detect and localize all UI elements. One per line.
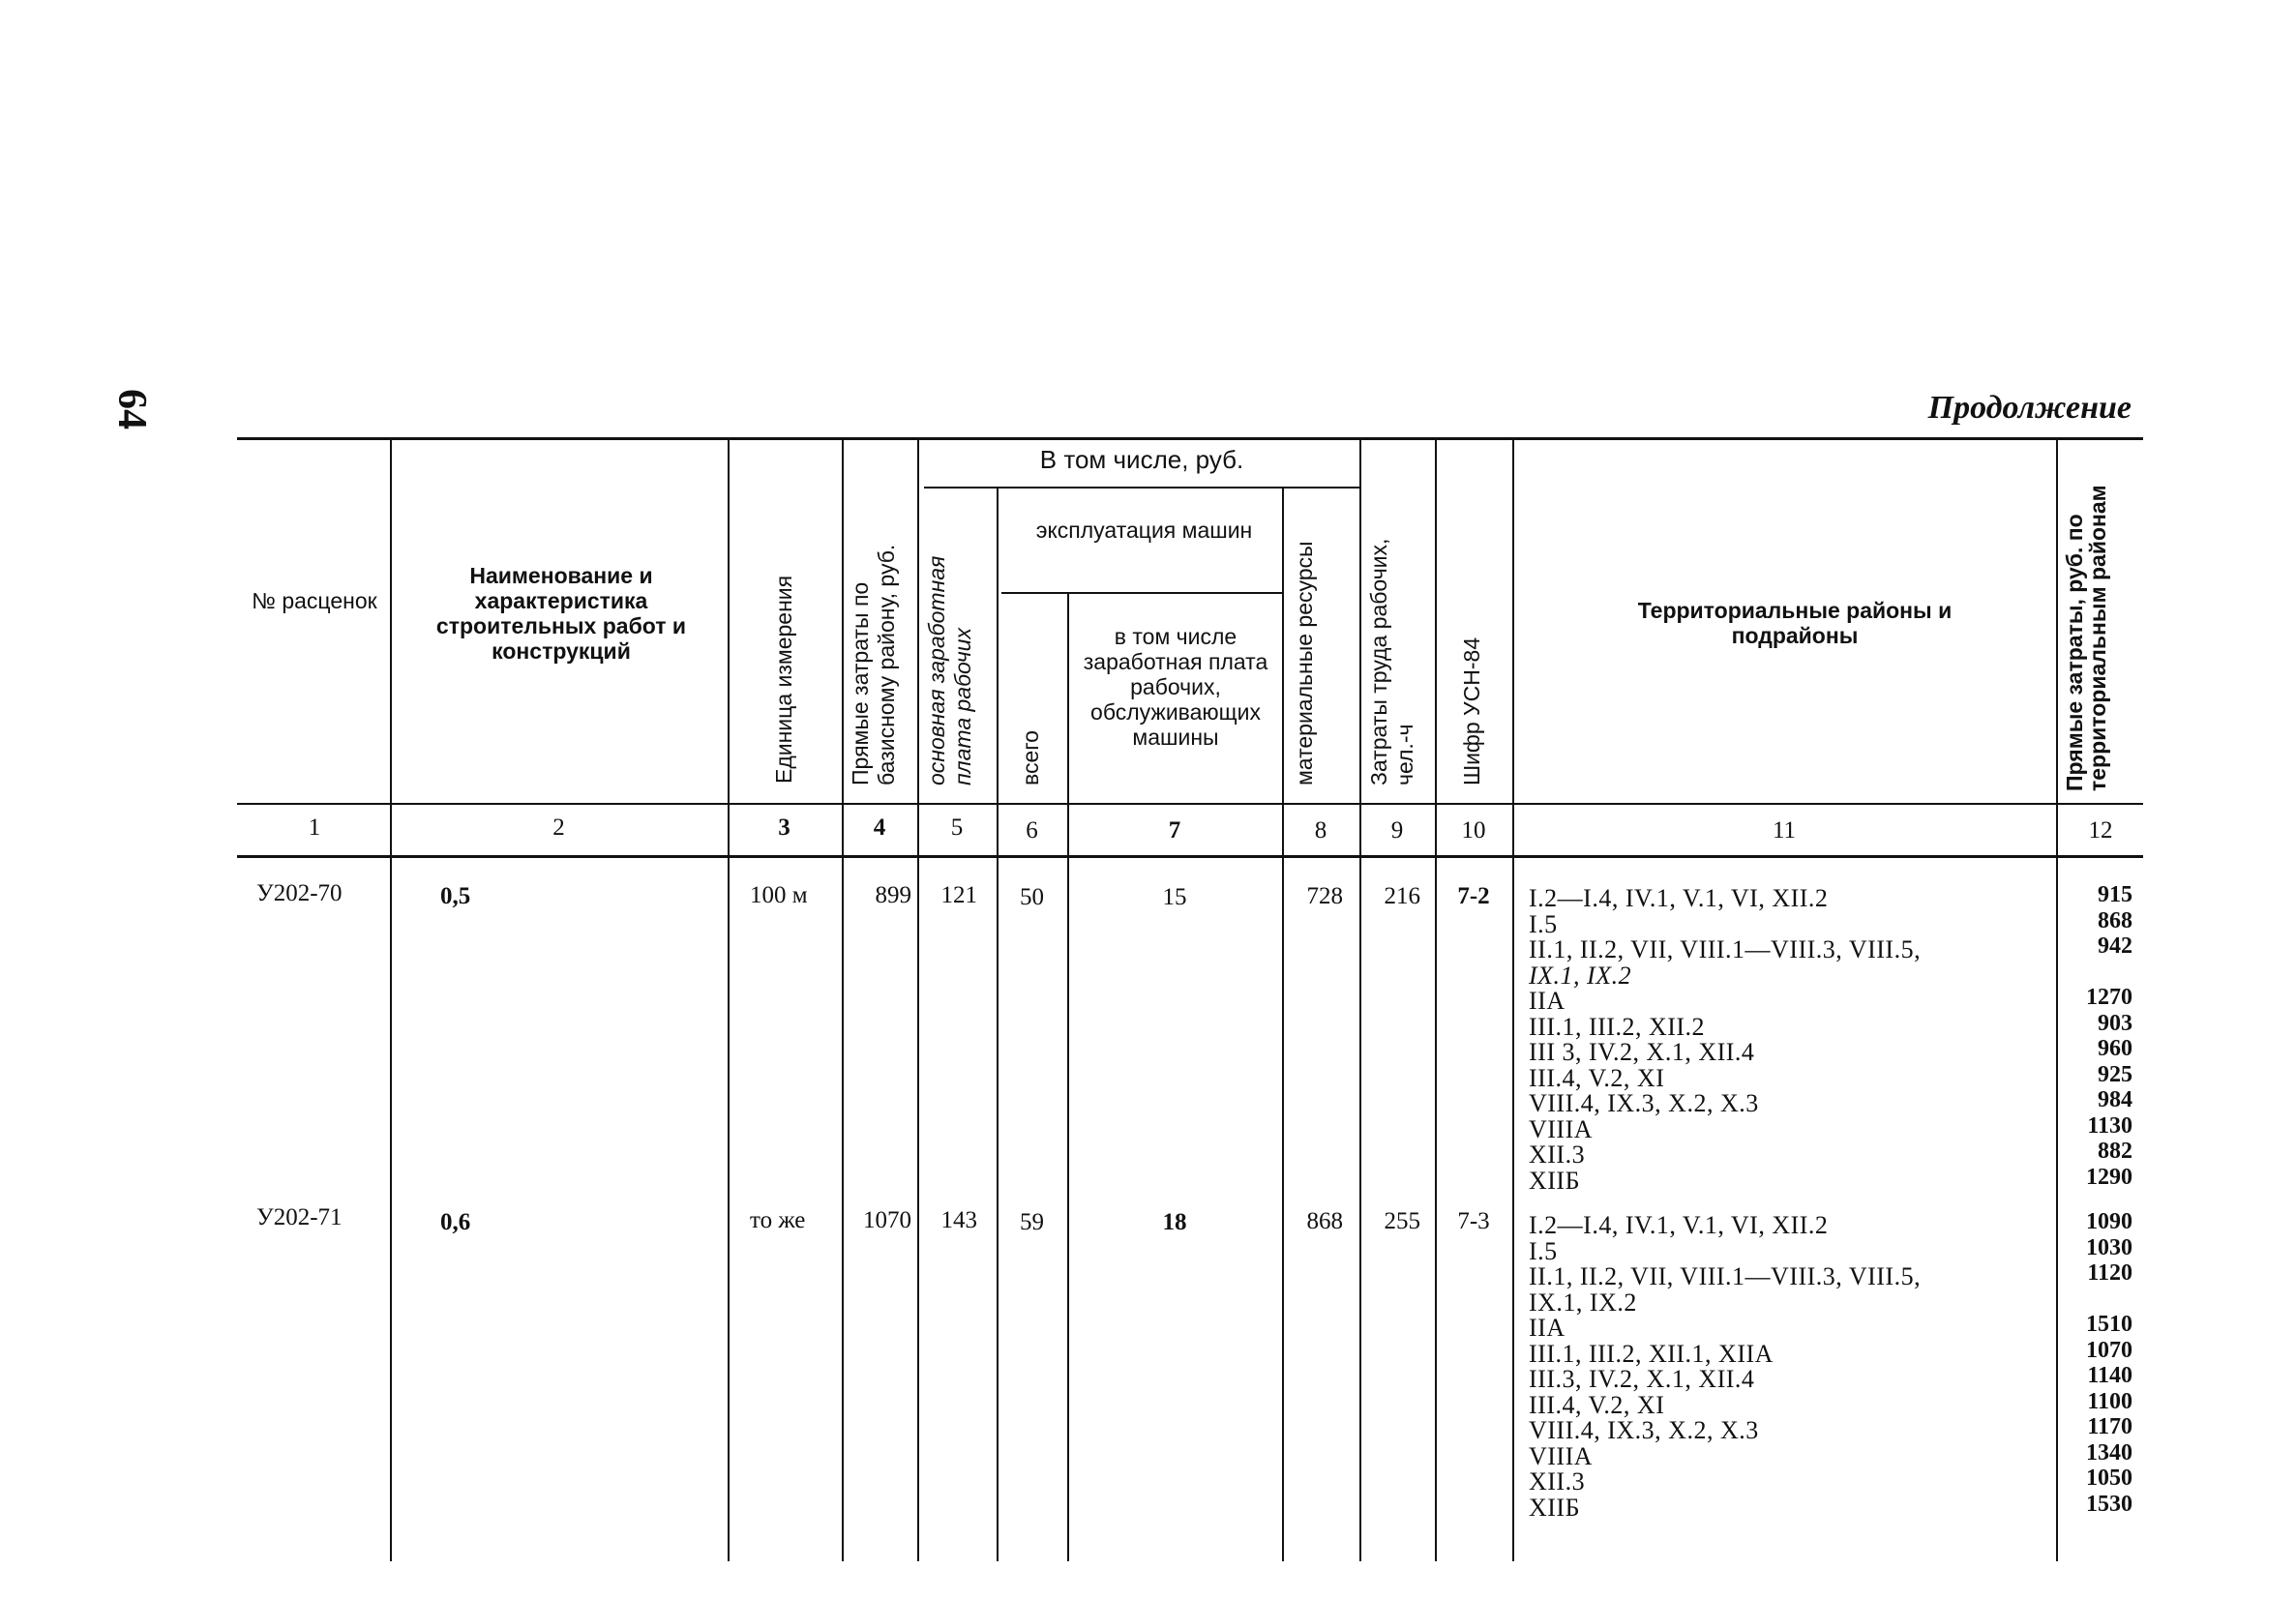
region-line: III.4, V.2, XI xyxy=(1529,1390,1665,1419)
row-unit: то же xyxy=(750,1207,806,1233)
region-line: XIIБ xyxy=(1529,1166,1581,1195)
row-wage: 121 xyxy=(940,882,977,908)
region-line: XIIБ xyxy=(1529,1493,1581,1522)
header-machines-total: всего xyxy=(1018,730,1043,785)
header-wage: основная заработная плата рабочих xyxy=(924,555,975,785)
row-region-prices xyxy=(2080,1209,2132,1517)
region-line: II.1, II.2, VII, VIII.1—VIII.3, VIII.5, xyxy=(1529,1262,1922,1290)
header-group: В том числе, руб. xyxy=(1039,445,1244,474)
col-number: 7 xyxy=(1168,817,1181,844)
region-price: 1120 xyxy=(2087,1260,2132,1286)
col-number: 11 xyxy=(1772,817,1797,844)
row-region-prices xyxy=(2080,882,2132,1190)
col-number: 6 xyxy=(1026,817,1038,844)
col-number: 4 xyxy=(873,814,886,841)
row-machines-total: 50 xyxy=(1020,884,1044,910)
col-divider-8 xyxy=(1359,439,1361,1561)
region-line: XII.3 xyxy=(1529,1467,1586,1495)
col-divider-7 xyxy=(1282,489,1284,1561)
header-regions: Территориальные районы и подрайоны xyxy=(1637,598,1953,648)
region-price: 1130 xyxy=(2087,1112,2132,1139)
region-line: VIII.4, IX.3, X.2, X.3 xyxy=(1529,1089,1759,1117)
region-line: II.1, II.2, VII, VIII.1—VIII.3, VIII.5, xyxy=(1529,935,1922,963)
col-number: 10 xyxy=(1461,817,1486,844)
row-direct: 899 xyxy=(875,882,911,908)
col-number: 3 xyxy=(778,814,790,841)
col-number: 1 xyxy=(308,814,321,841)
region-line: III.4, V.2, XI xyxy=(1529,1063,1665,1092)
region-price: 1140 xyxy=(2087,1363,2132,1388)
region-price: 1090 xyxy=(2086,1209,2132,1234)
region-price: 915 xyxy=(2098,882,2132,907)
region-price: 903 xyxy=(2098,1010,2132,1036)
region-price: 1290 xyxy=(2086,1164,2132,1190)
header-machines: эксплуатация машин xyxy=(1035,518,1253,543)
region-line: I.5 xyxy=(1529,909,1558,938)
region-line: IX.1, IX.2 xyxy=(1529,1288,1637,1317)
header-unit: Единица измерения xyxy=(771,575,796,784)
col-divider-9 xyxy=(1435,439,1437,1561)
region-price: 942 xyxy=(2098,933,2132,959)
region-price: 1100 xyxy=(2087,1388,2132,1414)
table-top-rule xyxy=(237,437,2143,440)
col-divider-1 xyxy=(390,439,392,1561)
row-name: 0,5 xyxy=(440,883,471,909)
header-work-name: Наименование и характеристика строительных работ и конструкций xyxy=(435,563,687,664)
row-region-list xyxy=(1529,1213,1921,1521)
region-price: 1270 xyxy=(2086,985,2132,1010)
col-divider-3 xyxy=(842,439,844,1561)
region-price: 1530 xyxy=(2086,1491,2132,1517)
header-usn: Шифр УСН-84 xyxy=(1459,637,1484,785)
continuation-title: Продолжение xyxy=(1927,390,2132,426)
col-divider-4 xyxy=(917,439,919,1561)
header-labor: Затраты труда рабочих, чел.-ч xyxy=(1366,538,1417,785)
machines-header-rule xyxy=(1001,592,1282,594)
col-divider-11 xyxy=(2056,439,2058,1561)
region-price: 1340 xyxy=(2086,1439,2132,1466)
region-price xyxy=(2080,960,2132,986)
row-region-list xyxy=(1529,886,1921,1194)
group-header-rule xyxy=(924,487,1359,489)
region-line: VIIIA xyxy=(1529,1114,1594,1143)
region-line: I.5 xyxy=(1529,1236,1558,1265)
row-usn: 7-3 xyxy=(1457,1208,1490,1234)
region-line: I.2—I.4, IV.1, V.1, VI, XII.2 xyxy=(1529,1211,1829,1239)
col-number: 12 xyxy=(2088,817,2113,844)
col-number: 9 xyxy=(1390,817,1404,844)
region-price: 1170 xyxy=(2087,1414,2132,1439)
header-region-prices: Прямые затраты, руб. по территориальным районам xyxy=(2062,485,2110,791)
col-divider-5 xyxy=(997,489,999,1561)
row-machines-wage: 15 xyxy=(1162,884,1187,910)
region-line: III.3, IV.2, X.1, XII.4 xyxy=(1529,1365,1755,1393)
region-line: III.1, III.2, XII.1, XIIA xyxy=(1529,1339,1774,1368)
row-machines-wage: 18 xyxy=(1162,1209,1187,1235)
region-price xyxy=(2080,1287,2132,1313)
header-row-number: № расценок xyxy=(252,588,377,613)
row-machines-total: 59 xyxy=(1020,1209,1044,1235)
header-direct-costs: Прямые затраты по базисному району, руб. xyxy=(848,544,899,785)
region-line: I.2—I.4, IV.1, V.1, VI, XII.2 xyxy=(1529,884,1829,912)
region-price: 882 xyxy=(2098,1139,2132,1164)
region-price: 868 xyxy=(2098,907,2132,933)
region-line: III 3, IV.2, X.1, XII.4 xyxy=(1529,1038,1755,1066)
colnum-bottom-rule xyxy=(237,855,2143,858)
row-wage: 143 xyxy=(940,1207,977,1233)
row-code: У202-71 xyxy=(256,1204,343,1230)
col-divider-6 xyxy=(1067,592,1069,1561)
row-unit: 100 м xyxy=(750,882,808,908)
region-line: IIA xyxy=(1529,1314,1565,1342)
row-name: 0,6 xyxy=(440,1209,471,1235)
col-divider-10 xyxy=(1512,439,1514,1561)
row-direct: 1070 xyxy=(863,1207,911,1233)
header-bottom-rule xyxy=(237,803,2143,805)
row-labor: 255 xyxy=(1384,1208,1420,1234)
col-divider-2 xyxy=(728,439,730,1561)
region-price: 960 xyxy=(2098,1036,2132,1061)
row-usn: 7-2 xyxy=(1457,883,1490,909)
page-number: 64 xyxy=(109,389,154,429)
region-line: IX.1, IX.2 xyxy=(1529,961,1632,990)
region-price: 925 xyxy=(2098,1061,2132,1087)
region-price: 984 xyxy=(2098,1087,2132,1112)
region-line: VIIIA xyxy=(1529,1441,1594,1470)
region-line: XII.3 xyxy=(1529,1140,1586,1169)
region-line: VIII.4, IX.3, X.2, X.3 xyxy=(1529,1416,1759,1444)
col-number: 5 xyxy=(950,814,964,841)
col-number: 2 xyxy=(552,814,565,841)
region-line: III.1, III.2, XII.2 xyxy=(1529,1012,1706,1041)
header-machines-wage: в том числе заработная плата рабочих, обслуживающих машины xyxy=(1083,624,1268,750)
row-materials: 868 xyxy=(1306,1208,1343,1234)
col-number: 8 xyxy=(1314,817,1327,844)
region-price: 1510 xyxy=(2086,1312,2132,1337)
region-price: 1050 xyxy=(2086,1466,2132,1491)
row-code: У202-70 xyxy=(256,880,343,906)
row-labor: 216 xyxy=(1384,883,1420,909)
region-line: IIA xyxy=(1529,987,1565,1015)
region-price: 1070 xyxy=(2086,1337,2132,1363)
row-materials: 728 xyxy=(1306,883,1343,909)
header-materials: материальные ресурсы xyxy=(1292,541,1317,785)
region-price: 1030 xyxy=(2086,1234,2132,1260)
